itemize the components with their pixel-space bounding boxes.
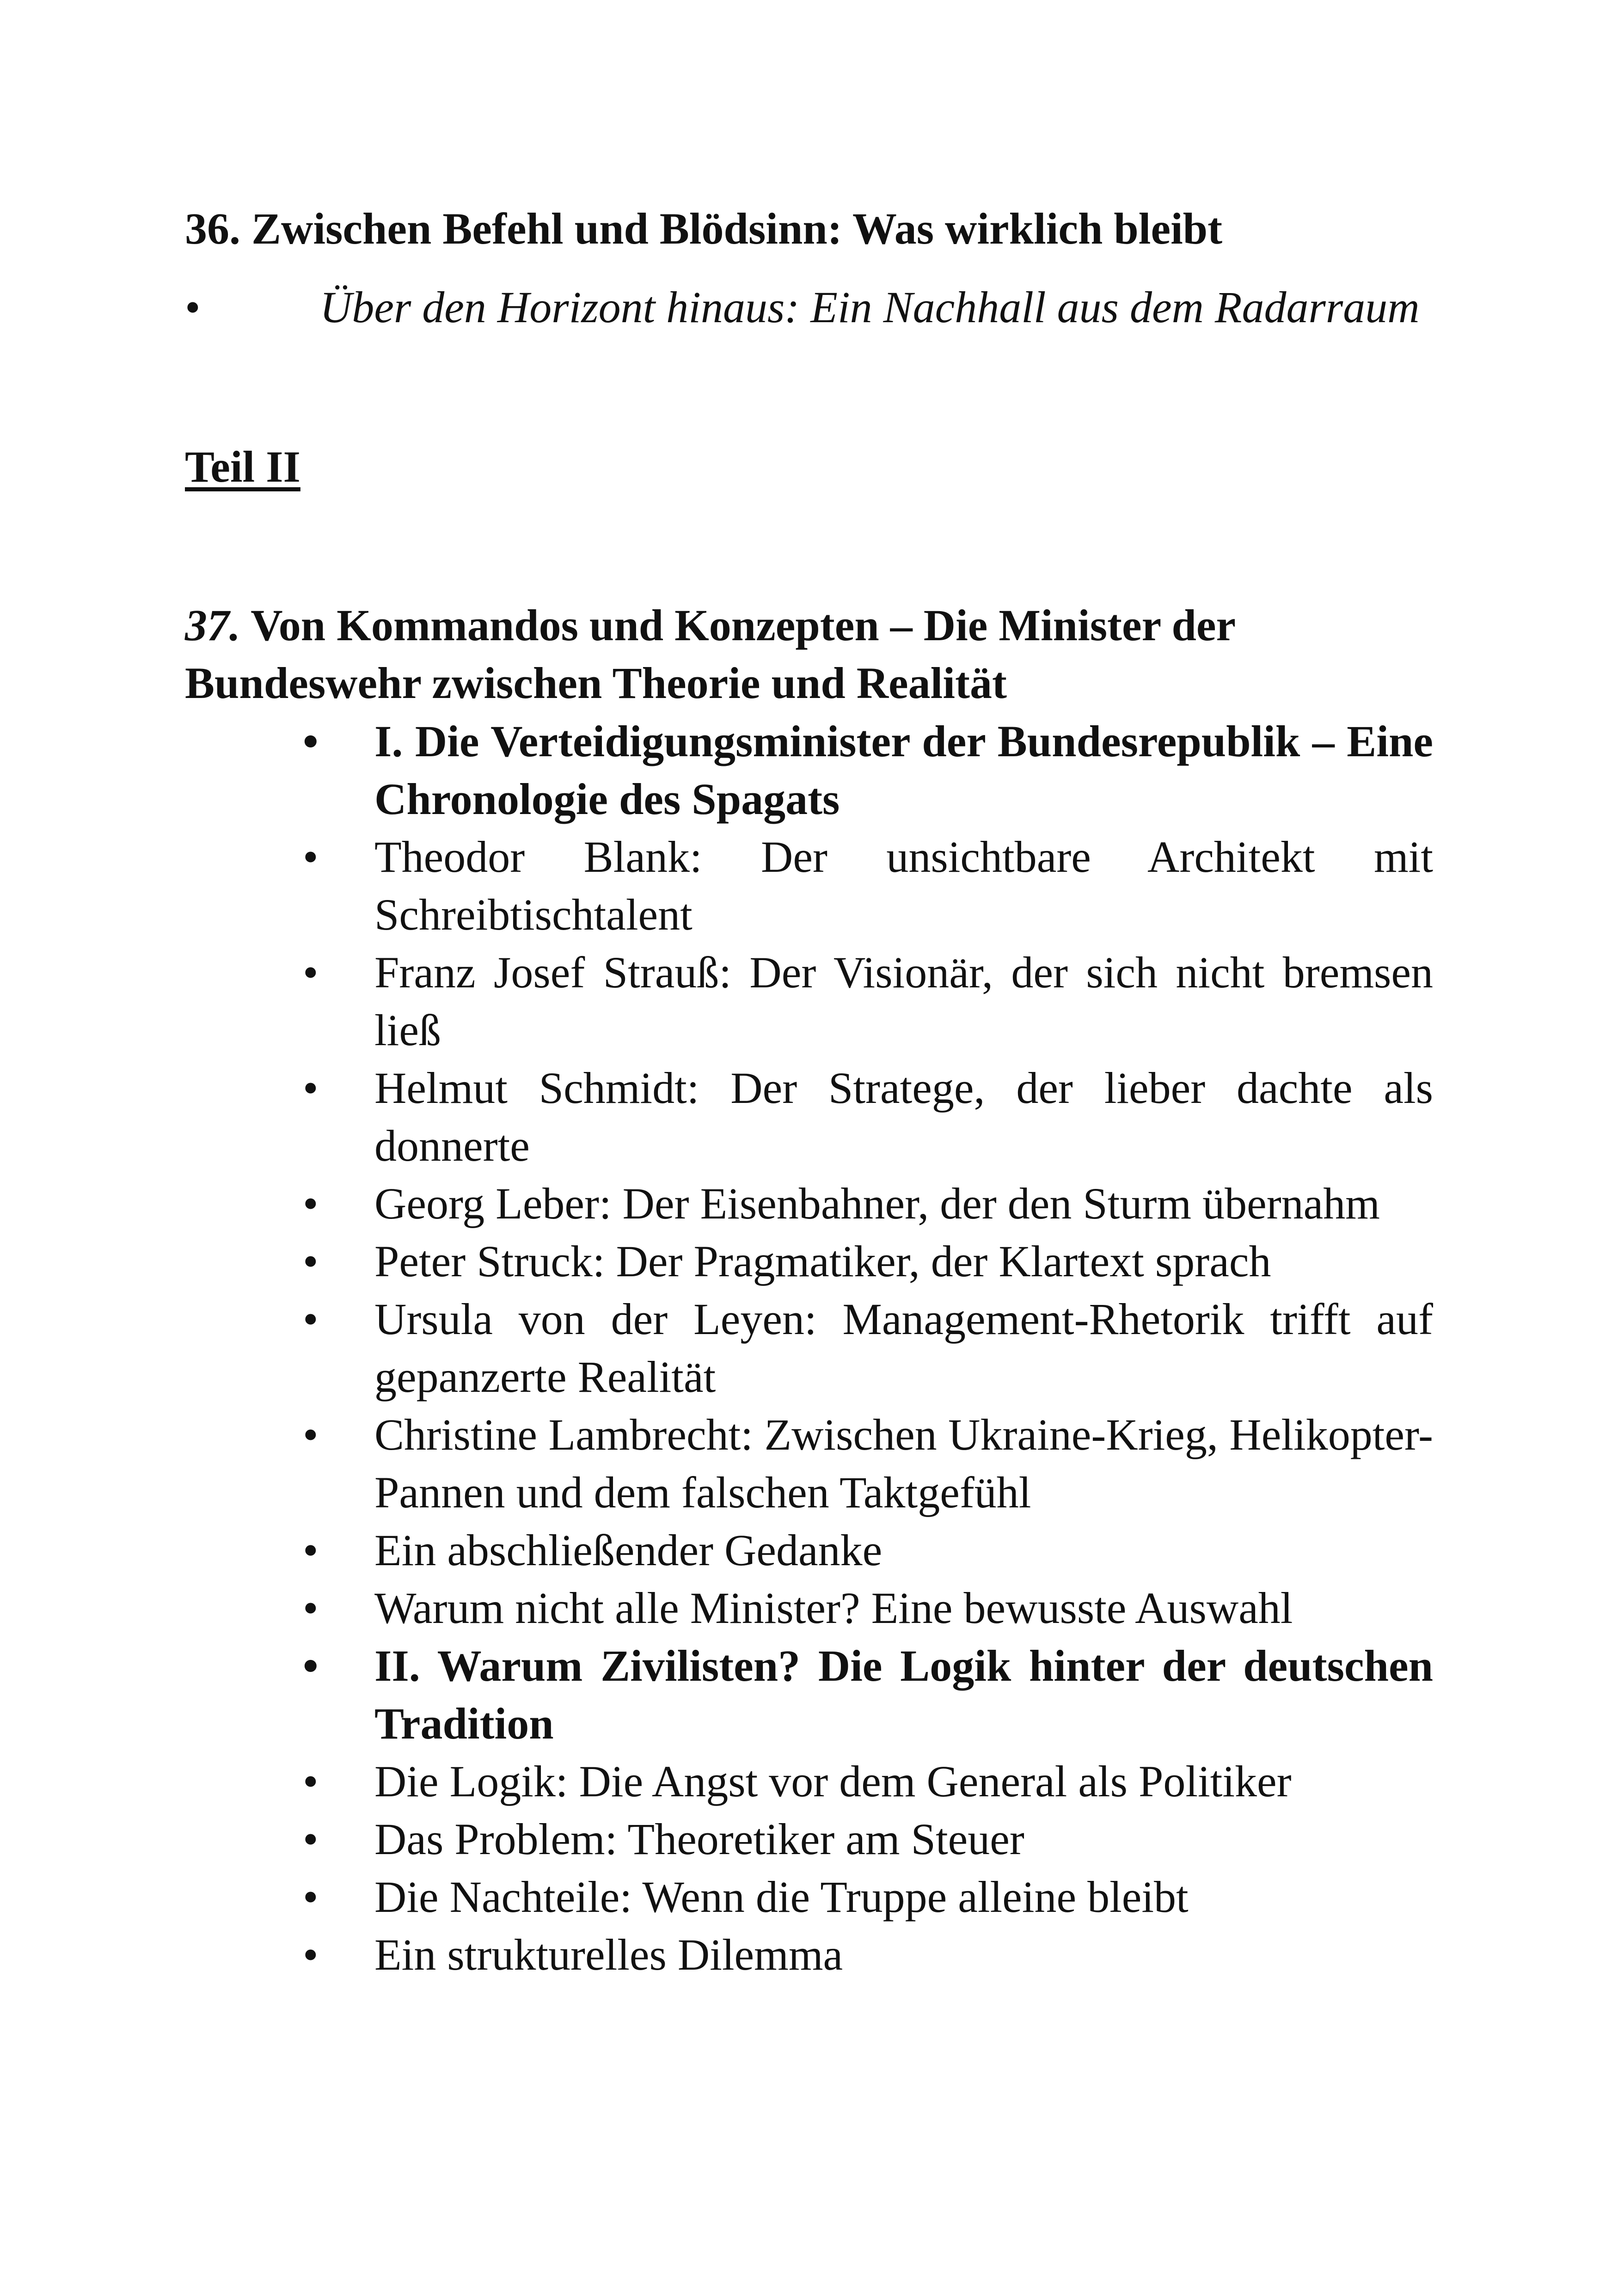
part-title: Teil II <box>185 442 300 491</box>
chapter-37-heading <box>185 596 1433 712</box>
toc-entry: • Georg Leber: Der Eisenbahner, der den Sturm übernahm <box>185 1175 1433 1232</box>
toc-entry: • Das Problem: Theoretiker am Steuer <box>185 1810 1433 1868</box>
bullet-icon: • <box>185 282 201 332</box>
toc-entry: • I. Die Verteidigungsminister der Bundesrepublik – Eine Chronologie des Spagats <box>185 712 1433 828</box>
chapter-37-entry-list <box>185 712 1433 1984</box>
toc-entry: • Ein abschließender Gedanke <box>185 1521 1433 1579</box>
toc-entry: • Helmut Schmidt: Der Stratege, der lieber dachte als donnerte <box>185 1059 1433 1175</box>
toc-entry: • Ursula von der Leyen: Management-Rhetorik trifft auf gepanzerte Realität <box>185 1290 1433 1406</box>
toc-entry: • Warum nicht alle Minister? Eine bewusste Auswahl <box>185 1579 1433 1637</box>
toc-entry: • Die Logik: Die Angst vor dem General als Politiker <box>185 1752 1433 1810</box>
chapter-37-number: 37. <box>185 600 240 650</box>
toc-entry: • Franz Josef Strauß: Der Visionär, der sich nicht bremsen ließ <box>185 943 1433 1059</box>
toc-entry: • Die Nachteile: Wenn die Truppe alleine bleibt <box>185 1868 1433 1926</box>
chapter-37-title: Von Kommandos und Konzepten – Die Minister der Bundeswehr zwischen Theorie und Realität <box>185 600 1235 708</box>
toc-entry: • Theodor Blank: Der unsichtbare Architekt mit Schreibtischtalent <box>185 828 1433 943</box>
toc-entry: • Ein strukturelles Dilemma <box>185 1926 1433 1984</box>
document-page <box>185 0 1433 2296</box>
toc-entry: • II. Warum Zivilisten? Die Logik hinter der deutschen Tradition <box>185 1637 1433 1752</box>
chapter-36-subentry-text: Über den Horizont hinaus: Ein Nachhall aus dem Radarraum <box>320 282 1420 332</box>
toc-entry: • Peter Struck: Der Pragmatiker, der Klartext sprach <box>185 1232 1433 1290</box>
toc-entry: • Christine Lambrecht: Zwischen Ukraine-Krieg, Helikopter-Pannen und dem falschen Taktgefühl <box>185 1406 1433 1521</box>
chapter-36-heading: 36. Zwischen Befehl und Blödsinn: Was wirklich bleibt <box>185 204 1223 253</box>
